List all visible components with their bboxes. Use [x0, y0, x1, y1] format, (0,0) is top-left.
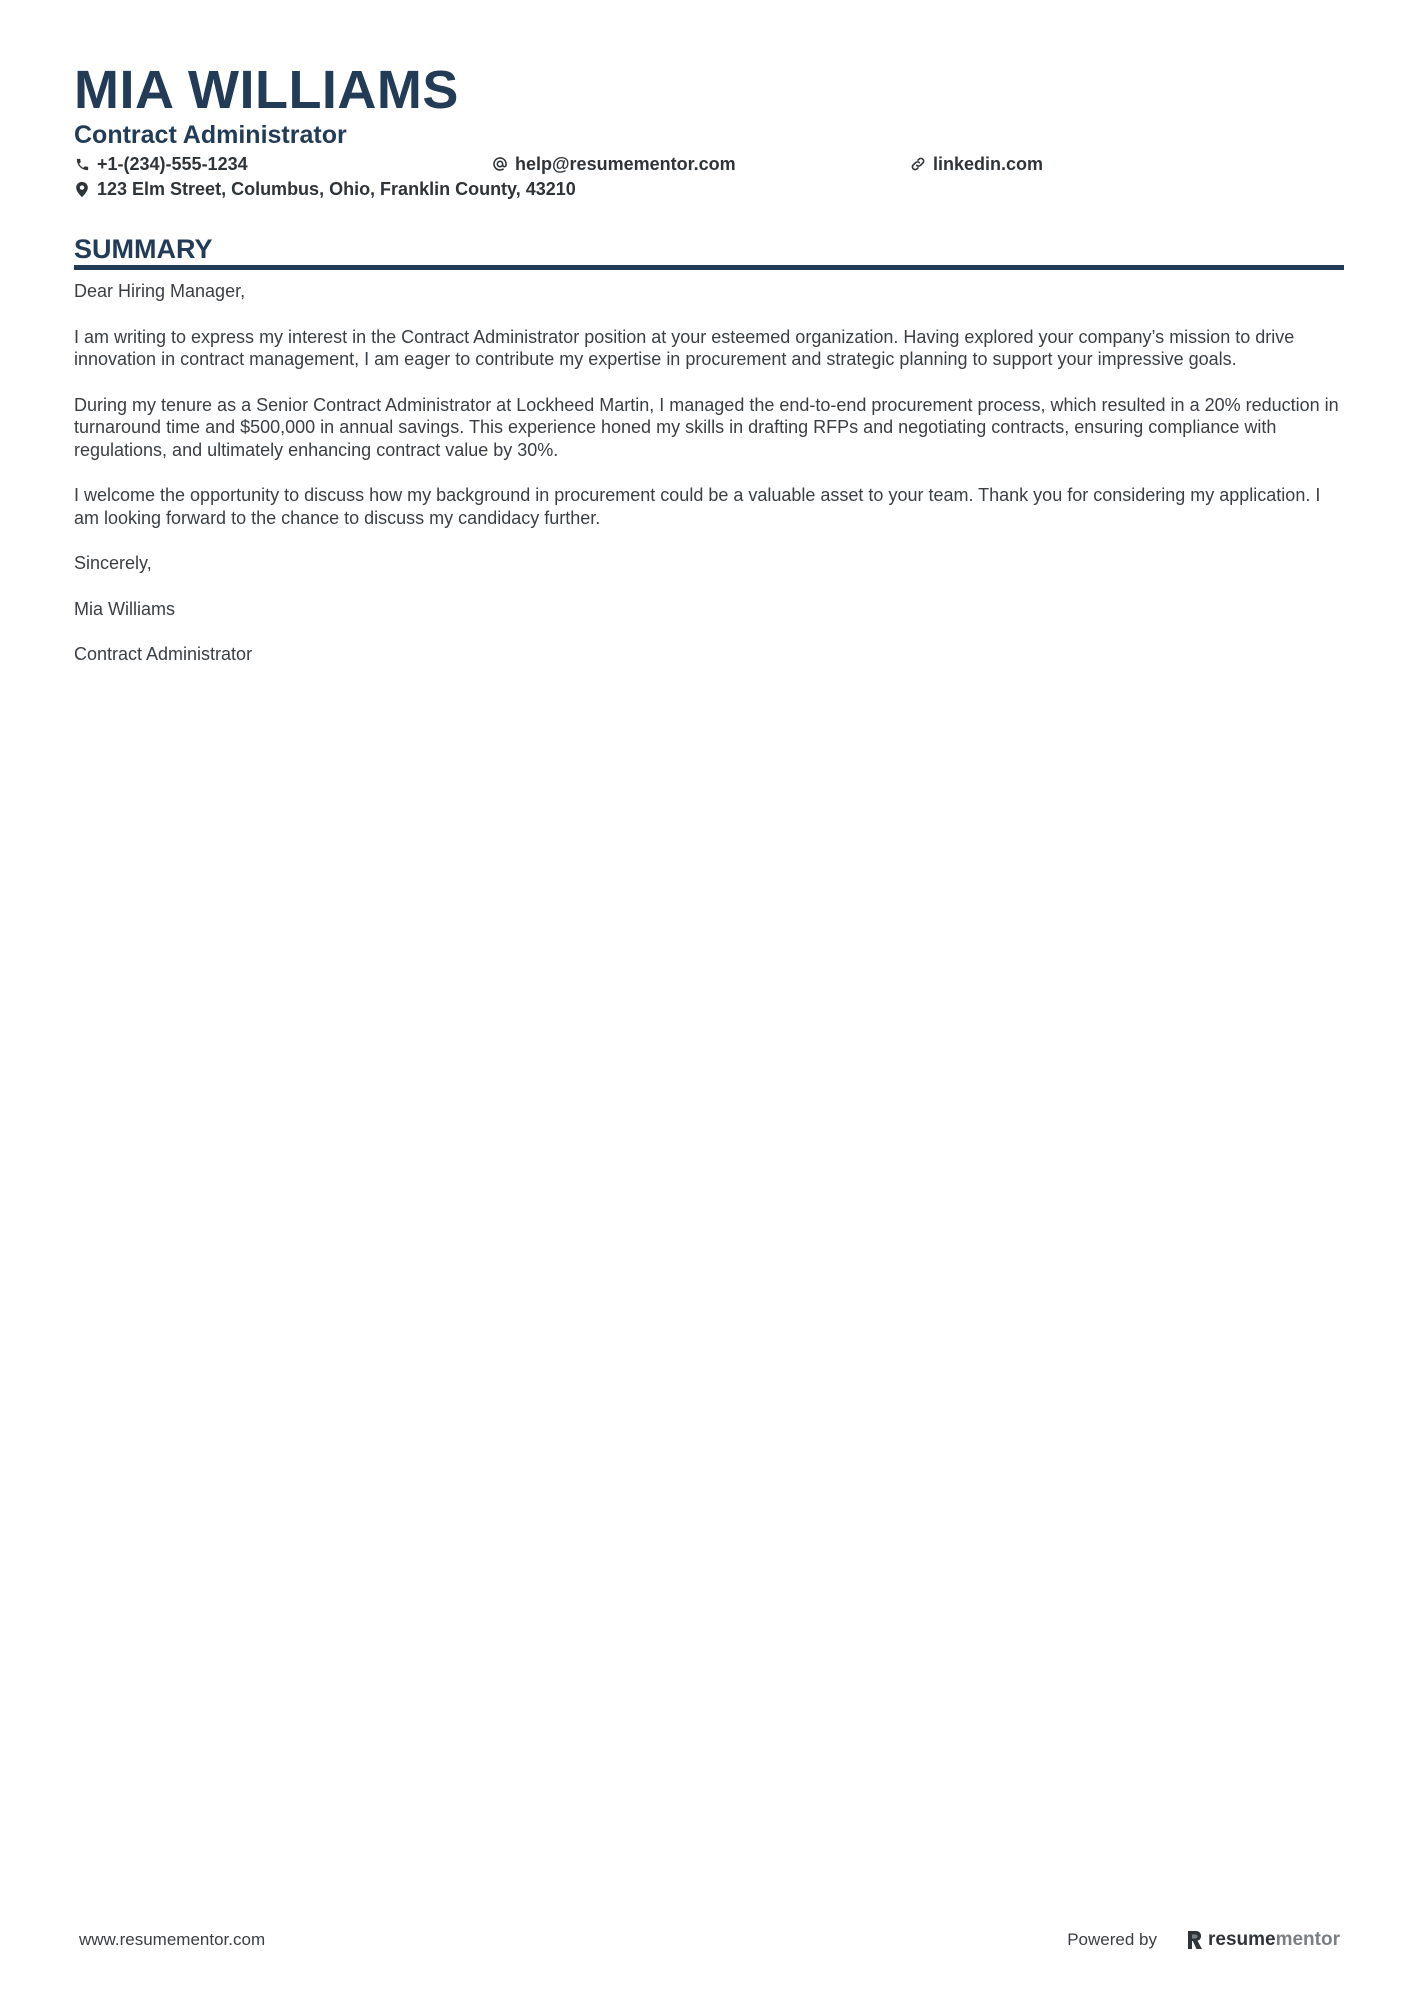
at-icon: [492, 156, 508, 172]
letter-greeting: Dear Hiring Manager,: [74, 281, 246, 301]
letter-paragraph: During my tenure as a Senior Contract Administrator at Lockheed Martin, I managed the end-to-end procurement process, which resulted in a 20% reduction in turnaround time and $500,000 in annual savings. This experience honed my skills in drafting RFPs and negotiating contracts, ensuring compliance with regulations, and ultimately enhancing contract value by 30%.: [74, 394, 1339, 460]
letter-paragraph: I am writing to express my interest in the Contract Administrator position at your esteemed organization. Having explored your company’s mission to drive innovation in contract management, I am eager to contribute my expertise in procurement and strategic planning to support your impressive goals.: [74, 326, 1295, 369]
section-divider: [74, 265, 1344, 270]
contact-linkedin[interactable]: [910, 152, 1043, 176]
letter-paragraph: I welcome the opportunity to discuss how my background in procurement could be a valuable asset to your team. Thank you for considering my application. I am looking forward to the chance to discuss my candidacy further.: [74, 485, 1321, 528]
letter-closing: Sincerely,: [74, 553, 152, 573]
resume-page: [74, 0, 1344, 1995]
brand-name-part1: resume: [1207, 1929, 1276, 1950]
contact-row-secondary: [74, 177, 1344, 201]
candidate-name: MIA WILLIAMS: [74, 60, 459, 120]
brand-mark-icon: [1187, 1930, 1203, 1950]
contact-phone: [74, 152, 248, 176]
linkedin-text[interactable]: linkedin.com: [933, 153, 1044, 174]
section-heading-summary: SUMMARY: [74, 234, 213, 264]
contact-email[interactable]: [492, 152, 736, 176]
contact-row-primary: [74, 152, 1344, 176]
address-text: 123 Elm Street, Columbus, Ohio, Franklin County, 43210: [97, 178, 576, 199]
powered-by-label: Powered by: [1067, 1930, 1157, 1949]
link-icon: [910, 156, 926, 172]
brand-name-part2: mentor: [1275, 1929, 1340, 1950]
location-pin-icon: [74, 181, 90, 197]
letter-body: [74, 280, 1344, 689]
signature-title: Contract Administrator: [74, 644, 253, 664]
signature-name: Mia Williams: [74, 598, 175, 619]
footer-website-link[interactable]: www.resumementor.com: [79, 1930, 266, 1949]
candidate-title: Contract Administrator: [74, 121, 347, 149]
brand-logo[interactable]: [1187, 1929, 1340, 1951]
email-text[interactable]: help@resumementor.com: [515, 153, 736, 174]
phone-icon: [74, 156, 90, 172]
footer-branding: [1067, 1925, 1340, 1955]
phone-text: +1-(234)-555-1234: [97, 153, 248, 174]
contact-address: [74, 177, 576, 201]
